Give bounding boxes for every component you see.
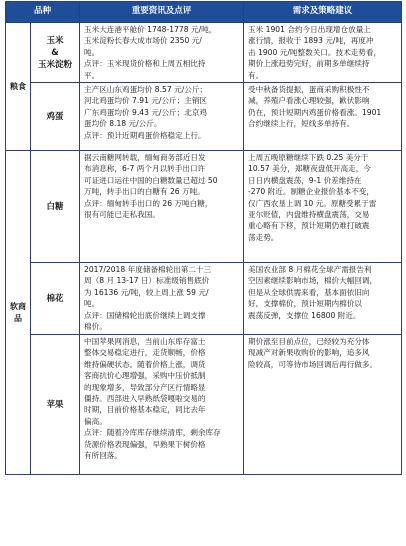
advice-line: 上周五晚原糖继续下跌 0.25 美分于 <box>248 153 369 163</box>
advice-cell <box>244 83 402 151</box>
news-line: 很有可能已走私我国。 <box>84 210 160 220</box>
advice-cell <box>244 23 402 83</box>
table-body <box>6 23 402 475</box>
advice-line: 期价涨至目前点位，已经较为充分体 <box>248 337 370 347</box>
news-cell <box>80 151 244 263</box>
product-name: 鸡蛋 <box>46 111 64 122</box>
news-line: 周（8 月 13-17 日）标准级销售底价 <box>84 276 210 286</box>
advice-line: 仅广西农垦上调 10 元。原糖受累于雷 <box>248 198 377 208</box>
advice-line: 日日内横盘震荡，9-1 价差维持在 <box>248 175 362 185</box>
advice-line: 仍在，预计短期内鸡蛋价格看涨。1901 <box>248 107 382 117</box>
header-news: 重要资讯及点评 <box>80 2 244 23</box>
news-line: 有所回落。 <box>84 451 122 461</box>
product-cell <box>31 263 80 335</box>
product-name: 玉米淀粉 <box>38 59 73 70</box>
advice-line: 震荡反弹，支撑位 16800 附近。 <box>248 310 361 320</box>
advice-line: 好，支撑棉价，预计短期内棉价以 <box>248 299 362 309</box>
news-cell <box>80 23 244 83</box>
advice-line: 险较高，可等待市场回调后再行做多。 <box>248 359 378 369</box>
news-line: 据云南糖网转载，缅甸商务部近日发 <box>84 153 206 163</box>
table-row <box>6 151 402 263</box>
news-line: 时期，目前价格基本稳定，同比去年 <box>84 405 206 415</box>
advice-line: 亚尔贬值，内盘维持横盘震荡，交易 <box>248 210 370 220</box>
product-name: 棉花 <box>46 293 64 304</box>
advice-cell <box>244 335 402 475</box>
news-line: 吨。 <box>84 47 100 57</box>
news-line: 点评：预计近期鸡蛋价格稳定上行。 <box>84 130 206 140</box>
news-line: 点评：缅甸转手出口的 26 万吨白糖， <box>84 198 213 208</box>
table-row <box>6 83 402 151</box>
advice-line: -270 附近。制糖企业报价基本不变， <box>248 187 374 197</box>
table-row <box>6 23 402 83</box>
news-cell <box>80 83 244 151</box>
news-line: 玉米大连港平舱价 1748-1778 元/吨， <box>84 25 217 34</box>
product-name: 白糖 <box>46 201 64 212</box>
news-line: 平。 <box>84 70 100 80</box>
product-cell <box>31 151 80 263</box>
table-row <box>6 263 402 335</box>
advice-line: 击 1900 元/吨整数关口。技术走势看， <box>248 47 382 57</box>
news-line: 货源价格表现偏强，早熟果下树价格 <box>84 439 206 449</box>
news-line: 可证进口运往中国的白糖数量已超过 50 <box>84 175 218 185</box>
news-line: 万吨，转手出口的白糖有 26 万吨。 <box>84 187 205 197</box>
news-line: 广东鸡蛋均价 9.43 元/公斤；北京鸡 <box>84 107 208 117</box>
advice-line: 重心略有下移，预计短期仍难打破震 <box>248 221 370 231</box>
news-cell <box>80 335 244 475</box>
advice-line: 现减产对新果收购价的影响，追多风 <box>248 348 370 358</box>
advice-line: 美国农业部 8 月棉花全球产需报告利 <box>248 265 372 275</box>
news-line: 蛋均价 8.18 元/公斤。 <box>84 119 162 129</box>
news-line: 河北鸡蛋均价 7.91 元/公斤；主销区 <box>84 96 208 106</box>
news-line: 点评：玉米现货价格和上周五相比持 <box>84 59 206 69</box>
header-advice: 需求及策略建议 <box>244 2 402 23</box>
advice-line: 但是从全球供需来看，基本面依旧向 <box>248 287 370 297</box>
advice-line: 空因素继续影响市场，棉价大幅回调， <box>248 276 378 286</box>
advice-line: 玉米 1901 合约今日出现增仓放量上 <box>248 25 371 34</box>
news-line: 的现象增多，导致部分产区行情略显 <box>84 382 206 392</box>
strategy-table <box>5 1 402 475</box>
news-line: 偏高。 <box>84 416 107 426</box>
advice-cell <box>244 263 402 335</box>
news-cell <box>80 263 244 335</box>
news-line: 棉价。 <box>84 322 107 332</box>
product-name: 苹果 <box>46 399 64 410</box>
product-cell <box>31 23 80 83</box>
news-line: 为 16136 元/吨，较上周上涨 59 元/ <box>84 287 209 297</box>
product-cell <box>31 83 80 151</box>
category-label: 粮食 <box>10 81 26 91</box>
news-line: 布消息称，6-7 两个月以转手出口许 <box>84 164 206 174</box>
advice-line: 期价上涨趋势完好，前期多单继续持 <box>248 59 370 69</box>
news-line: 中国苹果网消息，当前山东库存富士 <box>84 337 206 347</box>
advice-line: 减，养殖户看涨心理较强，歉伏影响 <box>248 96 370 106</box>
category-cell <box>6 23 31 151</box>
news-line: 点评：随着冷库库存继续清库，剩余库存 <box>84 428 221 438</box>
news-line: 点评：国储棉轮出底价继续上调支撑 <box>84 310 206 320</box>
news-line: 2017/2018 年度储备棉轮出第二十三 <box>84 265 212 275</box>
news-line: 主产区山东鸡蛋均价 8.57 元/公斤； <box>84 85 208 95</box>
news-line: 客商抗价心理增强，采购中压价抵制 <box>84 371 206 381</box>
advice-cell <box>244 151 402 263</box>
category-label: 软商品 <box>10 302 26 323</box>
advice-line: 荡走势。 <box>248 232 279 242</box>
table-header-row <box>6 2 402 23</box>
advice-line: 涨行情，报收于 1893 元/吨，再度冲 <box>248 36 374 46</box>
advice-line: 合约继续上行，短线多单持有。 <box>248 119 355 129</box>
product-name: & <box>51 47 59 58</box>
advice-line: 受中秋备货提振，蛋商采购积极性不 <box>248 85 370 95</box>
category-cell <box>6 151 31 475</box>
news-line: 维持偏硬状态。随着价格上涨，调货 <box>84 359 206 369</box>
news-line: 整体交易稳定进行，走货顺畅，价格 <box>84 348 206 358</box>
advice-line: 10.57 美分，郑糖夜盘低开高走，今 <box>248 164 371 174</box>
product-cell <box>31 335 80 475</box>
table-row <box>6 335 402 475</box>
news-line: 玉米淀粉长春大成市场价 2350 元/ <box>84 36 202 46</box>
header-category: 品种 <box>6 2 80 23</box>
news-line: 吨。 <box>84 299 100 309</box>
product-name: 玉米 <box>46 35 64 46</box>
advice-line: 有。 <box>248 70 264 80</box>
news-line: 僵持。西部进入早熟纸袋嘎啦交易的 <box>84 394 206 404</box>
